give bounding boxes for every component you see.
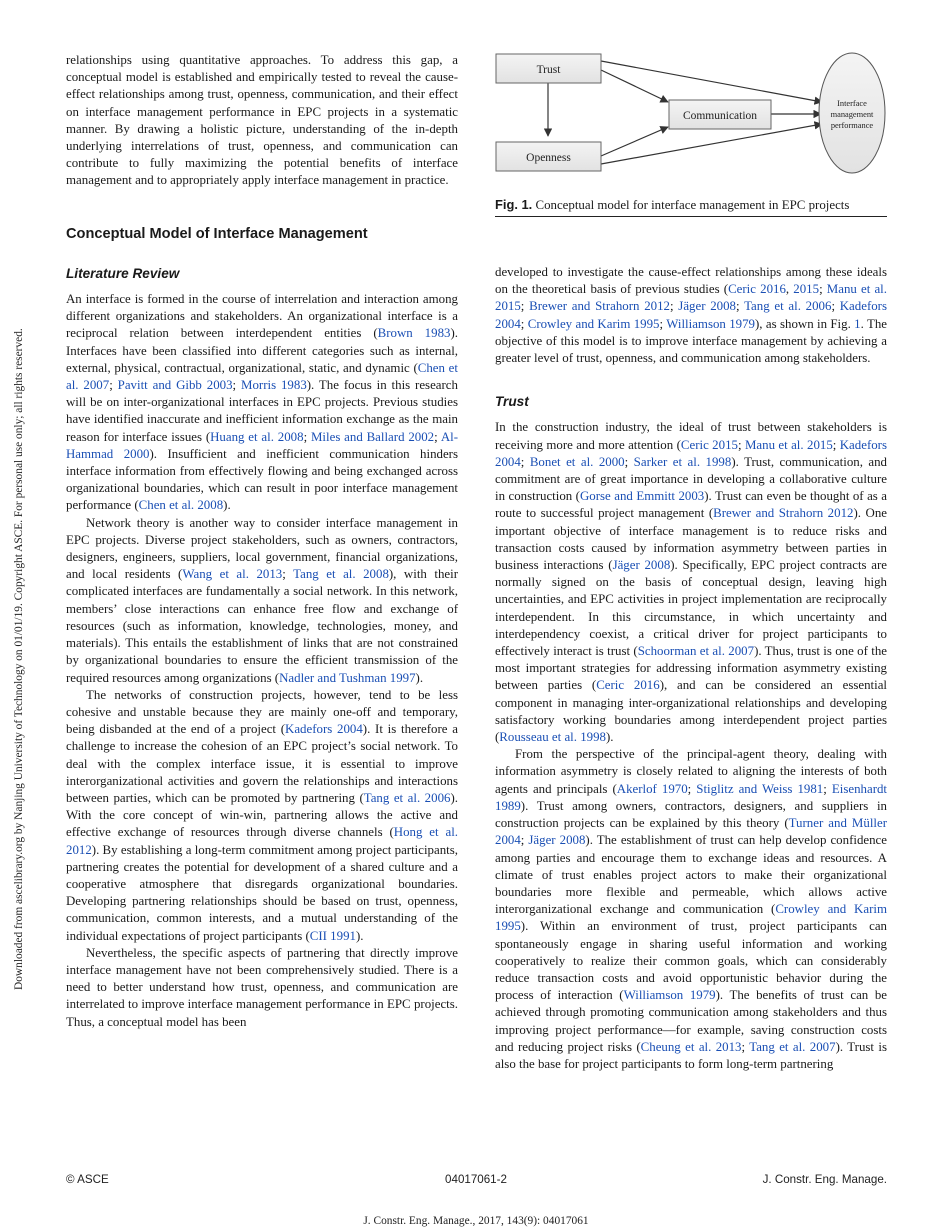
text-run: ; [737,437,745,452]
figure-caption-label: Fig. 1. [495,197,533,212]
text-run: ). [223,498,231,513]
reference-link[interactable]: Bonet et al. 2000 [529,454,625,469]
text-run: ; [520,454,530,469]
reference-link[interactable]: Tang et al. 2006 [363,790,451,805]
openness-label: Openness [526,152,571,164]
text-run: ). Interfaces have been classified into different categories such as internal, external, physical, contractual, organizational, static, and dynamic ( [66,326,458,375]
text-run: ; [659,316,667,331]
reference-link[interactable]: Cheung et al. 2013 [640,1039,742,1054]
paragraph-networks [66,687,458,945]
text-run: ). It is therefore a challenge to increase the cohesion of an EPC project’s social network. To deal with the complex interface issue, it is essential to improve interorganizational activities and govern the relationships and interactions between parties, which can be promoted by partnering ( [66,722,458,805]
text-run: ). The focus in this research will be on inter-organizational interfaces in EPC projects. Previous studies have identified inaccurate and inefficient information exchange as the main reason for interface issues ( [66,378,458,444]
section-heading: Conceptual Model of Interface Management [66,225,368,242]
reference-link[interactable]: Crowley and Karim 1995 [495,902,887,934]
reference-link[interactable]: Tang et al. 2006 [744,299,832,314]
footer-journal: J. Constr. Eng. Manage. [762,1173,887,1186]
communication-label: Communication [682,110,758,122]
text-run: ; [687,781,697,796]
reference-link[interactable]: Crowley and Karim 1995 [527,316,660,331]
reference-link[interactable]: Gorse and Emmitt 2003 [579,489,705,504]
trust-heading: Trust [495,394,529,410]
text-run: ; [520,833,529,848]
reference-link[interactable]: Brown 1983 [377,326,451,341]
footer-copyright: © ASCE [66,1173,109,1186]
paragraph-interfaces [66,291,458,515]
literature-review-heading: Literature Review [66,265,180,281]
arrow-openness-performance [601,124,822,164]
performance-label-1: Interface [837,99,867,108]
text-run: From the perspective of the principal-agent theory, dealing with information asymmetry is closely related to aligning the interests of both agents and principals ( [495,747,887,796]
right-column [495,264,887,1073]
text-run: ; [669,299,679,314]
reference-link[interactable]: Akerlof 1970 [616,781,688,796]
figure-caption [495,196,887,217]
text-run: ). Specifically, EPC project contracts are normally signed on the basis of conceptual design, leaving high uncertainties, and EPC activities in project implementation are reciprocally interdependent. In this circumstance, in which uncertainty and interdependency coexist, a critical driver for project participants to effectively interact is trust ( [495,558,888,659]
text-run: ). Trust can even be thought of as a route to successful project management ( [495,489,887,521]
trust-label: Trust [536,64,561,76]
text-run: Nevertheless, the specific aspects of partnering that directly improve interface management have not been comprehensively studied. There is a need to better understand how trust, openness, and communication are interrelated to improve interface management performance in EPC projects. Thus, a conceptual model has been [66,945,458,1029]
paragraph-principal-agent [495,746,887,1073]
paragraph-model-developed [495,264,887,367]
reference-link[interactable]: Ceric 2016 [728,282,786,297]
reference-link[interactable]: CII 1991 [309,928,356,943]
text-run: , [785,282,794,297]
text-run: ). [355,928,364,943]
reference-link[interactable]: Jäger 2008 [612,558,671,573]
reference-link[interactable]: Kadefors 2004 [495,437,887,469]
text-run: ; [624,454,634,469]
reference-link[interactable]: Manu et al. 2015 [744,437,833,452]
paragraph-nevertheless [66,945,458,1031]
reference-link[interactable]: Al-Hammad 2000 [66,429,458,461]
text-run: ; [819,282,827,297]
text-run: ; [823,781,832,796]
side-note-text: Downloaded from ascelibrary.org by Nanjing University of Technology on 01/01/19. Copyright ASCE. For personal use only; all rights reserved. [13,328,25,990]
text-run: In the construction industry, the ideal of trust between stakeholders is receiving more and more attention ( [495,420,887,452]
arrow-trust-communication [601,70,668,102]
text-run: ; [831,299,840,314]
reference-link[interactable]: Tang et al. 2007 [749,1039,836,1054]
reference-link[interactable]: Brewer and Strahorn 2012 [713,506,854,521]
reference-link[interactable]: Manu et al. 2015 [495,282,887,314]
text-run: ; [832,437,840,452]
text-run: . The objective of this model is to improve interface management by achieving a greater level of trust, openness, and communication among stakeholders. [495,316,887,366]
paragraph-trust [495,419,887,746]
figure-1 [495,46,887,214]
arrow-trust-performance [601,61,822,102]
text-run: ), with their complicated interfaces are fundamentally a social network. In this network, members’ close interactions can enhance free flow and exchange of resources (such as information, knowledge, technologies, money, and materials). This entails the establishment of links that are not constrained by organizational boundaries to ensure the efficient transmission of the required resources among organizations ( [66,567,458,685]
reference-link[interactable]: Williamson 1979 [623,988,716,1003]
reference-link[interactable]: Hong et al. 2012 [66,825,459,857]
text-run: relationships using quantitative approaches. To address this gap, a conceptual model is established and empirically tested to reveal the cause-effect relationships among trust, openness, communication, and their effect on interface management performance in EPC projects in a systematic manner. By drawing a holistic picture, understanding of the in-depth underlying interrelations of trust, openness, and communication can contribute to fully maximizing the potential benefits of interface management and to appropriately apply interface management in practice. [66,53,458,188]
reference-link[interactable]: Chen et al. 2008 [138,498,224,513]
text-run: The networks of construction projects, however, tend to be less cohesive and unstable because they are mainly one-off and temporary, being disbanded at the end of a project ( [66,687,458,737]
reference-link[interactable]: Nadler and Tushman 1997 [279,670,416,685]
reference-link[interactable]: Tang et al. 2008 [293,567,389,582]
reference-link[interactable]: Miles and Ballard 2002 [310,429,435,444]
text-run: ). The benefits of trust can be achieved through promoting communication among stakeholders and thus improving project performance—for example, saving construction costs and reducing project risks ( [495,988,887,1054]
text-run: ; [232,378,242,393]
text-run: ). Trust is also the base for project participants to form long-term partnering [495,1039,887,1071]
text-run: ). One important objective of interface management is to reduce risks and transaction costs caused by information asymmetry between parties in business interactions ( [495,506,887,573]
reference-link[interactable]: Chen et al. 2007 [66,360,458,393]
reference-link[interactable]: Jäger 2008 [678,299,736,314]
figure-caption-text: Conceptual model for interface management in EPC projects [532,198,850,212]
reference-link[interactable]: Kadefors 2004 [285,722,363,737]
text-run: ). Trust, communication, and commitment are of great importance in developing a collaborative culture in construction ( [495,454,888,504]
text-run: ; [520,299,530,314]
text-run: ). By establishing a long-term commitment among project participants, partnering creates the potential for development of a shared culture and a cooperative atmosphere that disregards organizational boundaries. Developing partnering relationships should be based on trust, openness, communication, common interests, and a mutual understanding of the individual expectations of project participants ( [66,842,458,943]
reference-link[interactable]: Eisenhardt 1989 [495,781,888,813]
reference-link[interactable]: Stiglitz and Weiss 1981 [696,781,824,796]
text-run: ; [741,1039,750,1054]
text-run: ; [520,316,528,331]
reference-link[interactable]: Morris 1983 [241,378,307,393]
text-run: ; [736,299,745,314]
reference-link[interactable]: Turner and Müller 2004 [495,816,888,848]
text-run: ). Within an environment of trust, project participants can spontaneously engage in sharing useful information and working cooperatively to realize their common goals, which can considerably reduce transaction costs and avoid opportunistic behavior during the process of interaction ( [495,919,887,1003]
reference-link[interactable]: Huang et al. 2008 [210,429,304,444]
text-run: ), and can be considered an essential component in managing inter-organizational relationships and developing satisfactory working boundaries among interdependent project parties ( [495,678,888,745]
paragraph-network-theory [66,515,458,687]
text-run: ). Trust among owners, contractors, designers, and suppliers in construction projects can be explained by this theory ( [495,798,887,831]
reference-link[interactable]: Williamson 1979 [666,316,756,331]
page-citation: J. Constr. Eng. Manage., 2017, 143(9): 04017061 [363,1215,589,1227]
text-run: ). [415,670,424,685]
text-run: ; [109,378,118,393]
performance-label-3: performance [830,121,874,130]
reference-link[interactable]: Schoorman et al. 2007 [637,644,755,659]
reference-link[interactable]: 1 [854,316,861,331]
text-run: ; [282,567,294,582]
reference-link[interactable]: Ceric 2016 [596,678,660,693]
reference-link[interactable]: Ceric 2015 [680,437,738,452]
text-run: ), as shown in Fig. [755,316,855,331]
text-run: ). [606,730,614,745]
text-run: ). Thus, trust is one of the most important strategies for addressing information asymmetry existing between parties ( [495,644,888,693]
intro-paragraph [66,52,458,190]
footer-page-id: 04017061-2 [445,1173,507,1186]
text-run: ). The establishment of trust can help develop confidence among parties and encourage them to exchange ideas and resources. A climate of trust enables project actors to make their organizational boundaries more flexible and permeable, which allows active interorganizational exchange and communication ( [495,833,887,917]
side-note [1,260,25,990]
reference-link[interactable]: 2015 [793,282,820,297]
left-column [66,52,458,1031]
reference-link[interactable]: Wang et al. 2013 [182,567,283,582]
conceptual-model-diagram [495,46,887,196]
text-run: Network theory is another way to consider interface management in EPC projects. Diverse project stakeholders, such as owners, contractors, designers, engineers, suppliers, local government, financial organizations, and local residents ( [66,515,458,582]
reference-link[interactable]: Sarker et al. 1998 [633,454,732,469]
text-run: developed to investigate the cause-effect relationships among these ideals on the theoretical basis of previous studies ( [495,265,887,297]
reference-link[interactable]: Rousseau et al. 1998 [499,730,606,745]
reference-link[interactable]: Pavitt and Gibb 2003 [117,378,233,393]
performance-label-2: management [830,110,874,119]
arrow-openness-communication [601,127,668,156]
text-run: ; [303,429,311,444]
reference-link[interactable]: Kadefors 2004 [495,299,887,331]
reference-link[interactable]: Brewer and Strahorn 2012 [529,299,670,314]
text-run: ; [434,429,441,444]
text-run: ). Insufficient and inefficient communication hinders interface information from effectively flowing and being exchanged across organizational boundaries, which can result in poor interface management performance ( [66,446,458,513]
reference-link[interactable]: Jäger 2008 [528,833,586,848]
text-run: ). With the core concept of win-win, partnering allows the active and effective exchange of resources through diverse channels ( [66,790,458,840]
text-run: An interface is formed in the course of interrelation and interaction among different organizations and stakeholders. An organizational interface is a reciprocal relation between interdependent entities ( [66,292,458,341]
